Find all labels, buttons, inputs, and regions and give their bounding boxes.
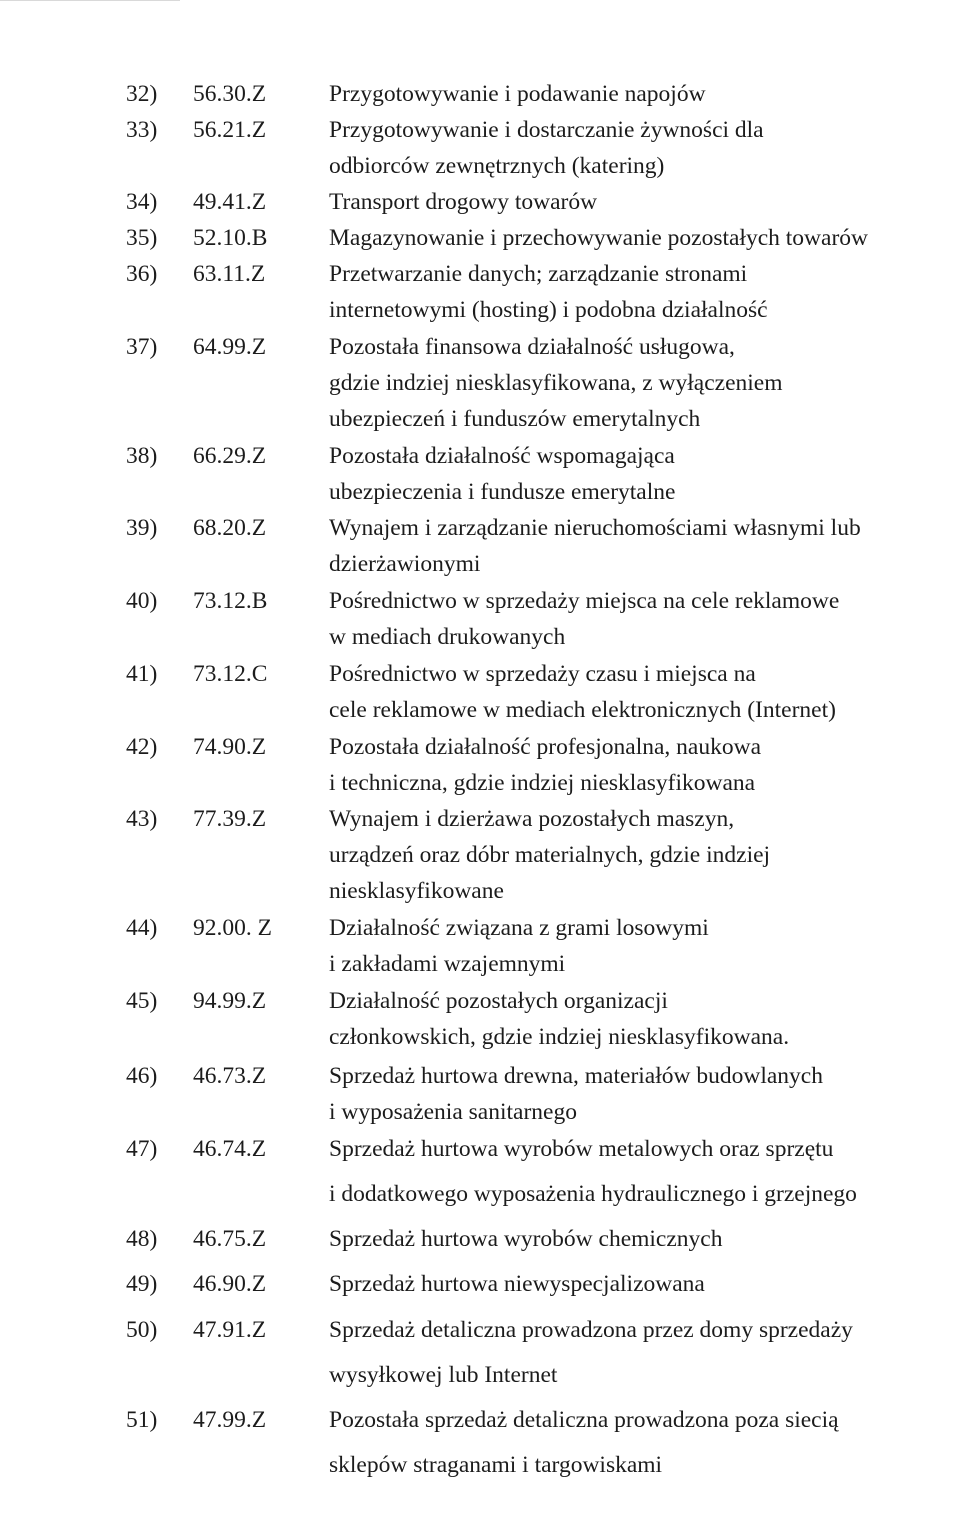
description-line: ubezpieczeń i funduszów emerytalnych: [329, 406, 701, 432]
activity-description: [329, 1266, 957, 1302]
activity-description: [329, 1402, 957, 1483]
top-edge-mark: [0, 0, 180, 1]
description-line: i wyposażenia sanitarnego: [329, 1099, 577, 1125]
pkd-code: 46.90.Z: [193, 1271, 267, 1297]
activity-description: [329, 1131, 957, 1212]
description-line: Pozostała działalność profesjonalna, naukowa: [329, 734, 761, 760]
entry-number: 37): [126, 334, 158, 360]
description-line: Przetwarzanie danych; zarządzanie stronami: [329, 261, 748, 287]
description-line: niesklasyfikowane: [329, 878, 504, 904]
description-line: Przygotowywanie i dostarczanie żywności dla: [329, 117, 764, 143]
description-line: Pozostała działalność wspomagająca: [329, 443, 675, 469]
entry-number: 35): [126, 225, 158, 251]
description-line: Sprzedaż hurtowa wyrobów chemicznych: [329, 1226, 723, 1252]
description-line: i techniczna, gdzie indziej niesklasyfikowana: [329, 770, 756, 796]
pkd-code: 56.30.Z: [193, 81, 267, 107]
description-line: Sprzedaż hurtowa wyrobów metalowych oraz sprzętu: [329, 1136, 834, 1162]
description-line: Pośrednictwo w sprzedaży miejsca na cele reklamowe: [329, 588, 840, 614]
activity-description: [329, 438, 957, 510]
pkd-code: 56.21.Z: [193, 117, 267, 143]
activity-description: [329, 112, 957, 184]
description-line: Sprzedaż detaliczna prowadzona przez domy sprzedaży: [329, 1317, 853, 1343]
activity-description: [329, 1058, 957, 1130]
entry-number: 41): [126, 661, 158, 687]
description-line: gdzie indziej niesklasyfikowana, z wyłączeniem: [329, 370, 783, 396]
pkd-code: 47.99.Z: [193, 1407, 267, 1433]
activity-description: [329, 510, 957, 582]
pkd-code: 73.12.C: [193, 661, 268, 687]
description-line: wysyłkowej lub Internet: [329, 1362, 558, 1388]
pkd-code: 77.39.Z: [193, 806, 267, 832]
activity-description: [329, 729, 957, 801]
entry-number: 43): [126, 806, 158, 832]
description-line: Działalność związana z grami losowymi: [329, 915, 709, 941]
entry-number: 50): [126, 1317, 158, 1343]
entry-number: 44): [126, 915, 158, 941]
activity-description: [329, 184, 957, 220]
pkd-code: 46.75.Z: [193, 1226, 267, 1252]
activity-description: [329, 1221, 957, 1257]
entry-number: 33): [126, 117, 158, 143]
entry-number: 40): [126, 588, 158, 614]
entry-number: 49): [126, 1271, 158, 1297]
description-line: Sprzedaż hurtowa drewna, materiałów budowlanych: [329, 1063, 823, 1089]
pkd-code: 92.00. Z: [193, 915, 272, 941]
description-line: cele reklamowe w mediach elektronicznych (Internet): [329, 697, 836, 723]
activity-description: [329, 76, 957, 112]
description-line: Pozostała sprzedaż detaliczna prowadzona poza siecią: [329, 1407, 839, 1433]
pkd-code: 47.91.Z: [193, 1317, 267, 1343]
description-line: Transport drogowy towarów: [329, 189, 598, 215]
description-line: w mediach drukowanych: [329, 624, 566, 650]
activity-description: [329, 583, 957, 655]
entry-number: 48): [126, 1226, 158, 1252]
description-line: Pośrednictwo w sprzedaży czasu i miejsca na: [329, 661, 756, 687]
pkd-code: 46.73.Z: [193, 1063, 267, 1089]
activity-description: [329, 801, 957, 909]
entry-number: 51): [126, 1407, 158, 1433]
pkd-code: 68.20.Z: [193, 515, 267, 541]
description-line: Sprzedaż hurtowa niewyspecjalizowana: [329, 1271, 705, 1297]
description-line: Wynajem i zarządzanie nieruchomościami własnymi lub: [329, 515, 861, 541]
activity-description: [329, 910, 957, 982]
pkd-code: 63.11.Z: [193, 261, 266, 287]
description-line: internetowymi (hosting) i podobna działalność: [329, 297, 768, 323]
entry-number: 36): [126, 261, 158, 287]
description-line: sklepów straganami i targowiskami: [329, 1452, 663, 1478]
entry-number: 34): [126, 189, 158, 215]
pkd-code: 74.90.Z: [193, 734, 267, 760]
pkd-code: 66.29.Z: [193, 443, 267, 469]
description-line: członkowskich, gdzie indziej niesklasyfikowana.: [329, 1024, 790, 1050]
pkd-code: 52.10.B: [193, 225, 268, 251]
description-line: Wynajem i dzierżawa pozostałych maszyn,: [329, 806, 735, 832]
entry-number: 45): [126, 988, 158, 1014]
activity-description: [329, 983, 957, 1055]
entry-number: 46): [126, 1063, 158, 1089]
activity-description: [329, 1312, 957, 1393]
pkd-code: 64.99.Z: [193, 334, 267, 360]
pkd-code: 49.41.Z: [193, 189, 267, 215]
activity-description: [329, 656, 957, 728]
description-line: i dodatkowego wyposażenia hydraulicznego i grzejnego: [329, 1181, 857, 1207]
description-line: ubezpieczenia i fundusze emerytalne: [329, 479, 676, 505]
pkd-code: 73.12.B: [193, 588, 268, 614]
description-line: urządzeń oraz dóbr materialnych, gdzie indziej: [329, 842, 771, 868]
description-line: dzierżawionymi: [329, 551, 481, 577]
description-line: Pozostała finansowa działalność usługowa,: [329, 334, 735, 360]
entry-number: 38): [126, 443, 158, 469]
activity-description: [329, 256, 957, 328]
activity-description: [329, 220, 957, 256]
description-line: odbiorców zewnętrznych (katering): [329, 153, 665, 179]
pkd-code: 46.74.Z: [193, 1136, 267, 1162]
entry-number: 42): [126, 734, 158, 760]
description-line: Działalność pozostałych organizacji: [329, 988, 668, 1014]
activity-description: [329, 329, 957, 437]
entry-number: 47): [126, 1136, 158, 1162]
description-line: i zakładami wzajemnymi: [329, 951, 566, 977]
pkd-code: 94.99.Z: [193, 988, 267, 1014]
description-line: Magazynowanie i przechowywanie pozostałych towarów: [329, 225, 868, 251]
entry-number: 32): [126, 81, 158, 107]
entry-number: 39): [126, 515, 158, 541]
description-line: Przygotowywanie i podawanie napojów: [329, 81, 706, 107]
